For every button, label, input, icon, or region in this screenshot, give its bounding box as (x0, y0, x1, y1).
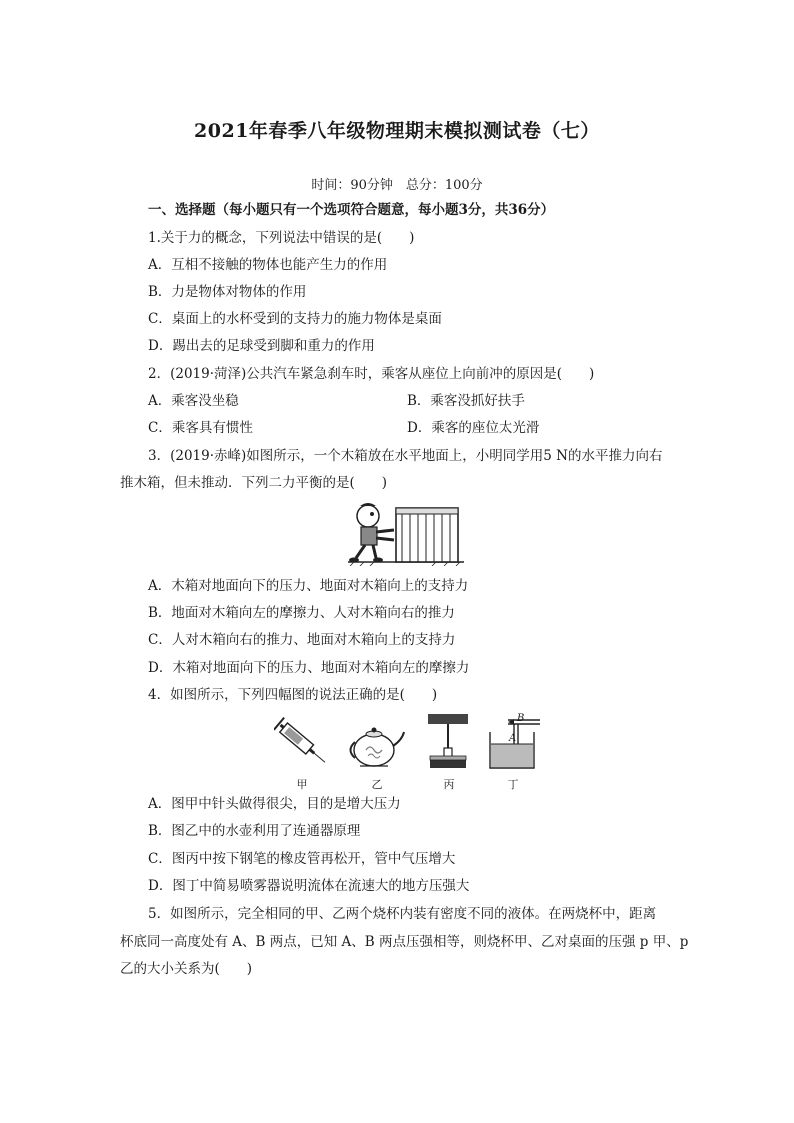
sprayer-label-b: B (517, 713, 525, 724)
syringe-figure (274, 715, 330, 771)
q3-option-b: B．地面对木箱向左的摩擦力、人对木箱向右的推力 (148, 605, 455, 621)
q5-stem-line2: 杯底同一高度处有 A、B 两点，已知 A、B 两点压强相等，则烧杯甲、乙对桌面的压强 p 甲、p (120, 934, 689, 950)
q1-option-b: B．力是物体对物体的作用 (148, 284, 307, 300)
fig-label-bing: 丙 (443, 778, 455, 791)
q2-option-d: D．乘客的座位太光滑 (407, 420, 540, 436)
q4-option-b: B．图乙中的水壶利用了连通器原理 (148, 823, 361, 839)
q4-option-d: D．图丁中简易喷雾器说明流体在流速大的地方压强大 (148, 878, 470, 894)
exam-time-and-score: 时间：90分钟 总分：100分 (311, 178, 483, 193)
sprayer-label-a: A (509, 733, 517, 744)
fig-label-ding: 丁 (507, 778, 519, 791)
q3-stem-line2: 推木箱，但未推动．下列二力平衡的是( ) (120, 475, 388, 491)
q4-stem: 4．如图所示，下列四幅图的说法正确的是( ) (148, 687, 438, 703)
q1-option-c: C．桌面上的水杯受到的支持力的施力物体是桌面 (148, 311, 442, 327)
q2-stem: 2．(2019·菏泽)公共汽车紧急刹车时，乘客从座位上向前冲的原因是( ) (148, 366, 595, 382)
page-title: 2021年春季八年级物理期末模拟测试卷（七） (194, 120, 600, 142)
q2-option-c: C．乘客具有惯性 (148, 420, 253, 436)
q1-option-a: A．互相不接触的物体也能产生力的作用 (148, 257, 388, 273)
q2-option-b: B．乘客没抓好扶手 (407, 393, 525, 409)
q5-stem-line3: 乙的大小关系为( ) (120, 961, 253, 977)
q3-option-d: D．木箱对地面向下的压力、地面对木箱向左的摩擦力 (148, 660, 470, 676)
q3-option-a: A．木箱对地面向下的压力、地面对木箱向上的支持力 (148, 578, 469, 594)
fig-label-jia: 甲 (296, 778, 308, 791)
section-heading: 一、选择题（每小题只有一个选项符合题意，每小题3分，共36分） (148, 202, 555, 218)
pen-dropper-figure (424, 712, 474, 772)
q1-stem: 1.关于力的概念，下列说法中错误的是( ) (148, 230, 415, 246)
q2-option-a: A．乘客没坐稳 (148, 393, 239, 409)
teapot-figure (346, 720, 406, 770)
fig-label-yi: 乙 (371, 778, 383, 791)
q3-stem-line1: 3．(2019·赤峰)如图所示，一个木箱放在水平地面上，小明同学用5 N的水平推力向右 (148, 448, 663, 464)
q3-option-c: C．人对木箱向右的推力、地面对木箱向上的支持力 (148, 632, 456, 648)
q4-option-a: A．图甲中针头做得很尖，目的是增大压力 (148, 796, 401, 812)
q1-option-d: D．踢出去的足球受到脚和重力的作用 (148, 338, 375, 354)
q5-stem-line1: 5．如图所示，完全相同的甲、乙两个烧杯内装有密度不同的液体。在两烧杯中，距离 (148, 906, 657, 922)
boy-pushing-box-figure (346, 500, 466, 566)
q4-option-c: C．图丙中按下钢笔的橡皮管再松开，管中气压增大 (148, 851, 456, 867)
